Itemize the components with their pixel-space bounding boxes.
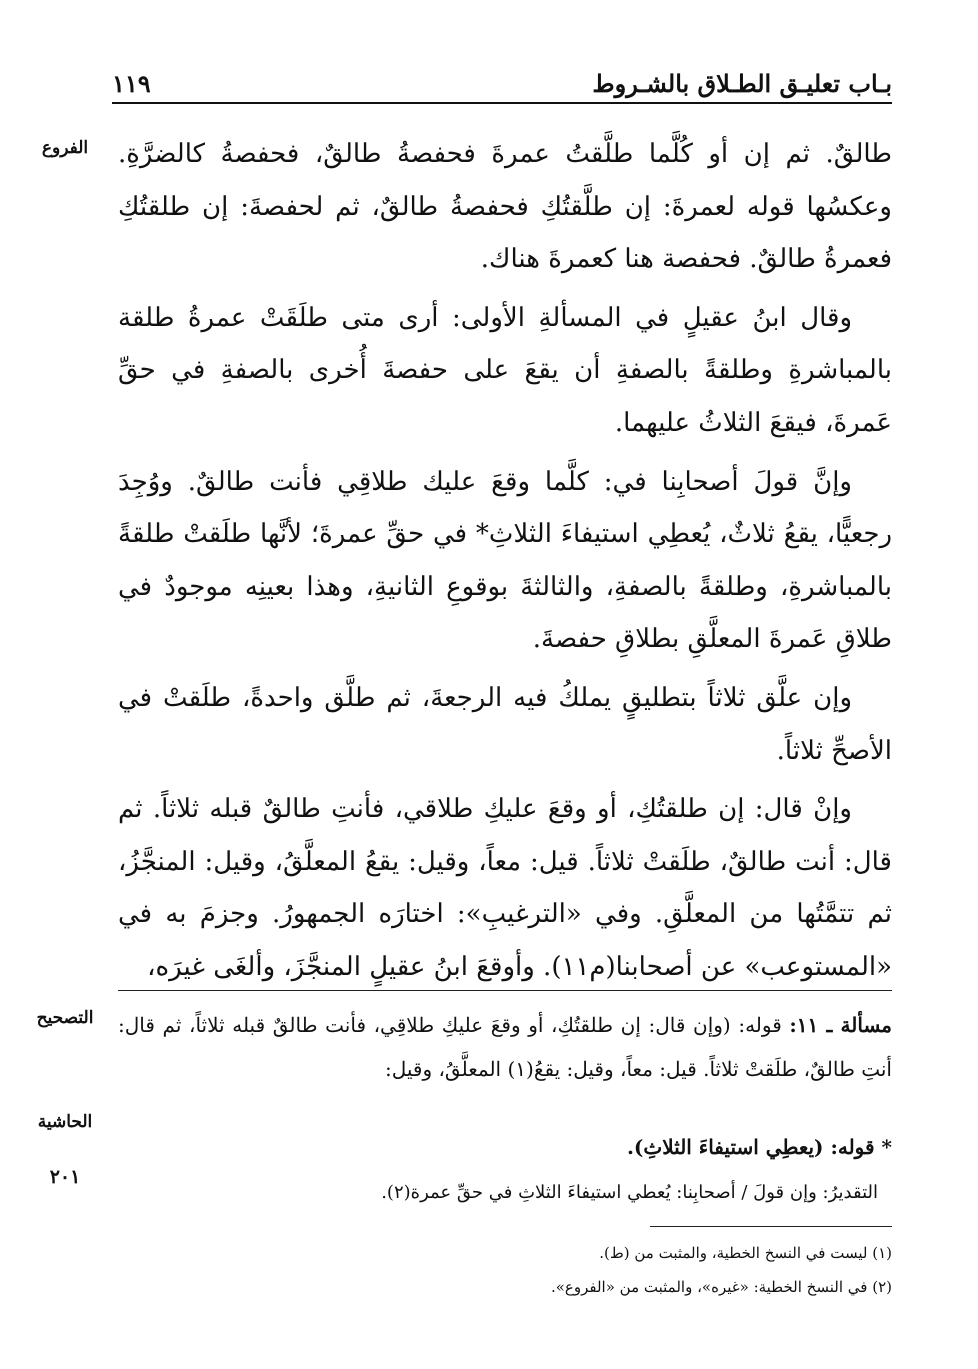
main-paragraph-5: وإنْ قال: إن طلقتُكِ، أو وقعَ عليكِ طلاقي، فأنتِ طالقٌ قبله ثلاثاً. ثم قال: أنت طالقٌ، طلَقتْ ثلاثاً. قيل: معاً، وقيل: يقعُ المعلَّقُ، وقيل: المنجَّزُ، ثم تتمَّتُها من المعلَّقِ. وفي «الترغيبِ»: اختارَه الجمهورُ. وجزمَ به في «المستوعب» عن أصحابنا(م١١). وأوقعَ ابنُ عقيلٍ المنجَّزَ، وألغَى غيرَه، [118,794,892,982]
footnote-1: (١) ليست في النسخ الخطية، والمثبت من (ط). [599,1244,892,1262]
main-paragraph-1: طالقٌ. ثم إن أو كُلَّما طلَّقتُ عمرةَ فحفصةُ طالقٌ، فحفصةُ كالضرَّةِ. وعكسُها قوله لعمرةَ: إن طلَّقتُكِ فحفصةُ طالقٌ، ثم لحفصةَ: إن طلقتُكِ فعمرةُ طالقٌ. فحفصة هنا كعمرةَ هناك. [118,139,892,275]
hashiya-body: التقديرُ: وإن قولَ / أصحابِنا: يُعطي استيفاءَ الثلاثِ في حقِّ عمرة(٢). [381,1182,878,1203]
side-label-tashih: التصحيح [36,1008,94,1028]
side-label-hashiya: الحاشية [37,1112,93,1132]
running-title: بـاب تعليـق الطـلاق بالشـروط [592,69,892,98]
running-header [112,62,892,104]
tashih-paragraph [118,1003,892,1091]
page-number: ١١٩ [112,69,151,98]
main-paragraph-3: وإنَّ قولَ أصحابِنا في: كلَّما وقعَ عليك طلاقِي فأنت طالقٌ. ووُجِدَ رجعيًّا، يقعُ ثلاثٌ، يُعطِي استيفاءَ الثلاثِ* في حقِّ عمرةَ؛ لأنَّها طلَقتْ طلقةً بالمباشرةِ، وطلقةً بالصفةِ، والثالثةَ بوقوعِ الثانيةِ، وهذا بعينِه موجودٌ في طلاقِ عَمرةَ المعلَّقِ بطلاقِ حفصةَ. [118,466,892,655]
tashih-text: قوله: (وإن قال: إن طلقتُكِ، أو وقعَ عليكِ طلاقِي، فأنت طالقٌ قبله ثلاثاً، ثم قال: أنتِ طالقٌ، طلَقتْ ثلاثاً. قيل: معاً، وقيل: يقعُ(١) المعلَّقُ، وقيل: [118,1013,892,1081]
main-paragraph-4: وإن علَّق ثلاثاً بتطليقٍ يملكُ فيه الرجعةَ، ثم طلَّق واحدةً، طلَقتْ في الأصحِّ ثلاثاً. [118,682,892,766]
main-divider [118,990,892,991]
side-label-hashiya-page: ٢٠١ [49,1166,81,1188]
hashiya-heading: * قوله: (يعطِي استيفاءَ الثلاثِ). [626,1135,892,1159]
main-text [118,128,892,994]
hashiya-section [118,1124,892,1216]
tashih-heading: مسألة ـ ١١: [789,1013,893,1037]
side-label-furu: الفروع [41,138,89,158]
footnote-divider [650,1226,892,1227]
footnote-2: (٢) في النسخ الخطية: «غيره»، والمثبت من «الفروع». [550,1278,892,1296]
main-paragraph-2: وقال ابنُ عقيلٍ في المسألةِ الأولى: أرى متى طلَقَتْ عمرةُ طلقة بالمباشرةِ وطلقةً بالصفةِ أن يقعَ على حفصةَ أُخرى بالصفةِ في حقِّ عَمرةَ، فيقعَ الثلاثُ عليهما. [118,302,892,438]
tashih-section [118,1003,892,1091]
footnotes [118,1236,892,1304]
